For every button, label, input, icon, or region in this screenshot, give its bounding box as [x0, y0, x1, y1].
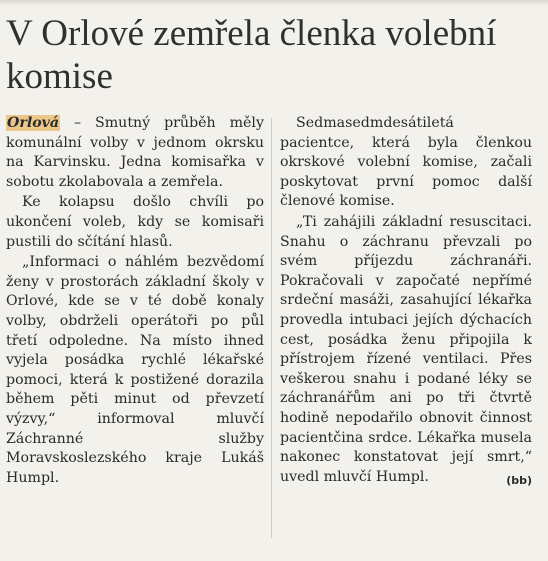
article-paragraph: Sedmasedmdesátiletá pacientce, která byla členkou okrskové volební komise, začali poskytovat první pomoc další členové komise. — [280, 115, 532, 210]
article-paragraph — [280, 213, 532, 487]
article-column-left — [6, 114, 264, 488]
page-top-edge — [0, 0, 548, 6]
article-lead-text: – Smutný průběh měly komunální volby v jednom okrsku na Karvinsku. Jedna komisařka v sobotu zkolabovala a zemřela. — [6, 115, 264, 190]
article-paragraph: „Informaci o náhlém bezvědomí ženy v prostorách základní školy v Orlové, kde se v té době konaly volby, obdrželi operátoři po půl třetí odpoledne. Na místo ihned vyjela posádka rychlé lékařské pomoci, která k postižené dorazila během pěti minut od převzetí výzvy,“ informoval mluvčí Záchranné služby Moravskoslezského kraje Lukáš Humpl. — [6, 254, 264, 486]
article-paragraph: Ke kolapsu došlo chvíli po ukončení voleb, kdy se komisaři pustili do sčítání hlasů. — [6, 194, 264, 250]
article-column-right — [280, 114, 532, 490]
article-paragraph-text: „Ti zahájili základní resuscitaci. Snahu o záchranu převzali po svém příjezdu záchranáři. Pokračovali v započaté nepřímé srdeční masáži, zasahující lékařka provedla intubaci jejích dýchacích cest, posádka ženu připojila k přístrojem řízené ventilaci. Přes veškerou snahu i podané léky se záchranářům ani po tři čtvrtě hodině nepodařilo obnovit činnost pacientčina srdce. Lékařka musela nakonec konstatovat její smrt,“ uvedl mluvčí Humpl. — [280, 213, 532, 485]
article-lead-paragraph — [6, 114, 264, 192]
article-dateline: Orlová — [7, 115, 60, 131]
article-headline: V Orlové zemřela členka volební komise — [6, 13, 497, 97]
author-signature: (bb) — [506, 473, 532, 487]
column-divider — [271, 118, 272, 538]
